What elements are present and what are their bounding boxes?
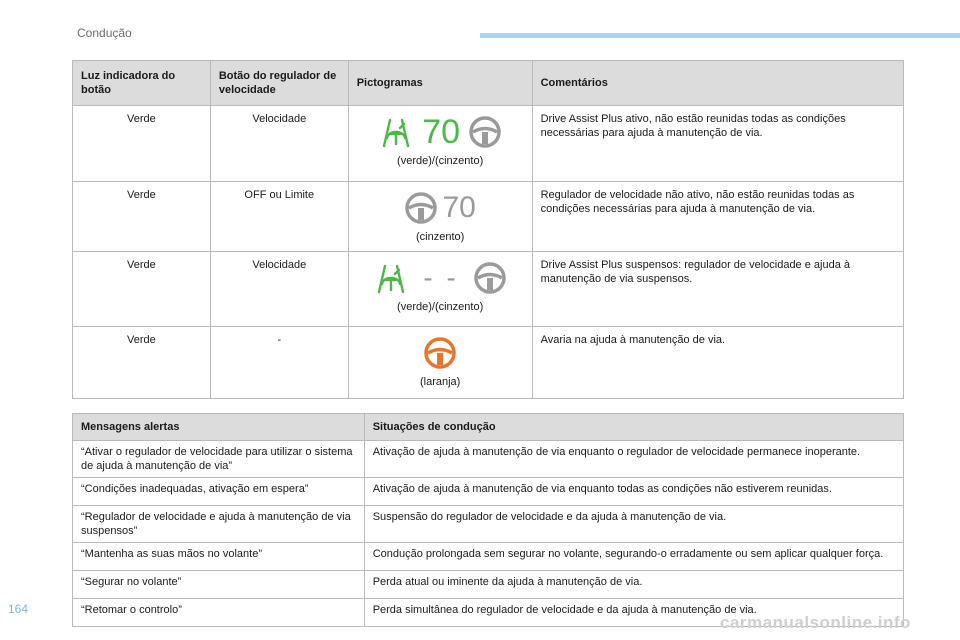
col-header-luz: Luz indicadora do botão (73, 61, 211, 106)
table-row (73, 252, 904, 327)
table-row (73, 478, 904, 506)
cell-situation: Perda simultânea do regulador de velocidade e da ajuda à manutenção de via. (364, 599, 903, 627)
steering-wheel-icon (473, 261, 507, 295)
indicator-table (72, 60, 904, 399)
cell-picto (348, 106, 532, 182)
cell-picto (348, 327, 532, 399)
cell-comment: Drive Assist Plus suspensos: regulador de velocidade e ajuda à manutenção de via suspensos. (532, 252, 903, 327)
table-row (73, 327, 904, 399)
cell-message: “Mantenha as suas mãos no volante” (73, 543, 365, 571)
page-section-title: Condução (77, 26, 132, 40)
cell-message: “Retomar o controlo” (73, 599, 365, 627)
cell-message: “Ativar o regulador de velocidade para utilizar o sistema de ajuda à manutenção de via” (73, 441, 365, 478)
cell-luz: Verde (73, 106, 211, 182)
steering-wheel-icon (468, 115, 502, 149)
cell-luz: Verde (73, 182, 211, 252)
table-row (73, 106, 904, 182)
cell-message: “Segurar no volante” (73, 571, 365, 599)
watermark: carmanualsonline.info (720, 613, 911, 632)
col-header-pictogramas: Pictogramas (348, 61, 532, 106)
cell-botao: Velocidade (210, 252, 348, 327)
cell-situation: Suspensão do regulador de velocidade e da ajuda à manutenção de via. (364, 506, 903, 543)
lane-assist-icon (378, 114, 414, 150)
col-header-comentarios: Comentários (532, 61, 903, 106)
lane-assist-icon (373, 260, 409, 296)
cell-situation: Ativação de ajuda à manutenção de via enquanto todas as condições não estiverem reunidas. (364, 478, 903, 506)
header-accent-bar (480, 33, 960, 38)
col-header-mensagens: Mensagens alertas (73, 414, 365, 441)
page-number: 164 (8, 602, 29, 616)
picto-caption: (laranja) (419, 376, 461, 388)
cell-botao: OFF ou Limite (210, 182, 348, 252)
speed-value: 70 (422, 113, 461, 151)
cell-comment: Regulador de velocidade não ativo, não estão reunidas todas as condições necessárias para ajuda à manutenção de via. (532, 182, 903, 252)
picto-caption: (verde)/(cinzento) (397, 155, 484, 167)
cell-botao: - (210, 327, 348, 399)
table-header-row (73, 414, 904, 441)
col-header-situacoes: Situações de condução (364, 414, 903, 441)
table-row (73, 506, 904, 543)
cell-situation: Ativação de ajuda à manutenção de via enquanto o regulador de velocidade permanece inoperante. (364, 441, 903, 478)
picto-caption: (verde)/(cinzento) (397, 301, 484, 313)
speed-suspended-dashes: - - (423, 262, 459, 293)
cell-message: “Condições inadequadas, ativação em espera” (73, 478, 365, 506)
table-row (73, 571, 904, 599)
steering-wheel-icon (404, 191, 438, 225)
picto-caption: (cinzento) (416, 231, 465, 243)
cell-comment: Avaria na ajuda à manutenção de via. (532, 327, 903, 399)
table-row (73, 182, 904, 252)
speed-value: 70 (442, 191, 476, 224)
cell-picto (348, 182, 532, 252)
cell-situation: Condução prolongada sem segurar no volante, segurando-o erradamente ou sem aplicar qualquer força. (364, 543, 903, 571)
cell-situation: Perda atual ou iminente da ajuda à manutenção de via. (364, 571, 903, 599)
table-row (73, 441, 904, 478)
cell-luz: Verde (73, 327, 211, 399)
alert-messages-table (72, 413, 904, 627)
cell-comment: Drive Assist Plus ativo, não estão reunidas todas as condições necessárias para ajuda à manutenção de via. (532, 106, 903, 182)
table-header-row (73, 61, 904, 106)
col-header-botao: Botão do regulador de velocidade (210, 61, 348, 106)
cell-luz: Verde (73, 252, 211, 327)
cell-message: “Regulador de velocidade e ajuda à manutenção de via suspensos” (73, 506, 365, 543)
steering-wheel-orange-icon (423, 336, 457, 370)
table-row (73, 543, 904, 571)
cell-botao: Velocidade (210, 106, 348, 182)
cell-picto (348, 252, 532, 327)
